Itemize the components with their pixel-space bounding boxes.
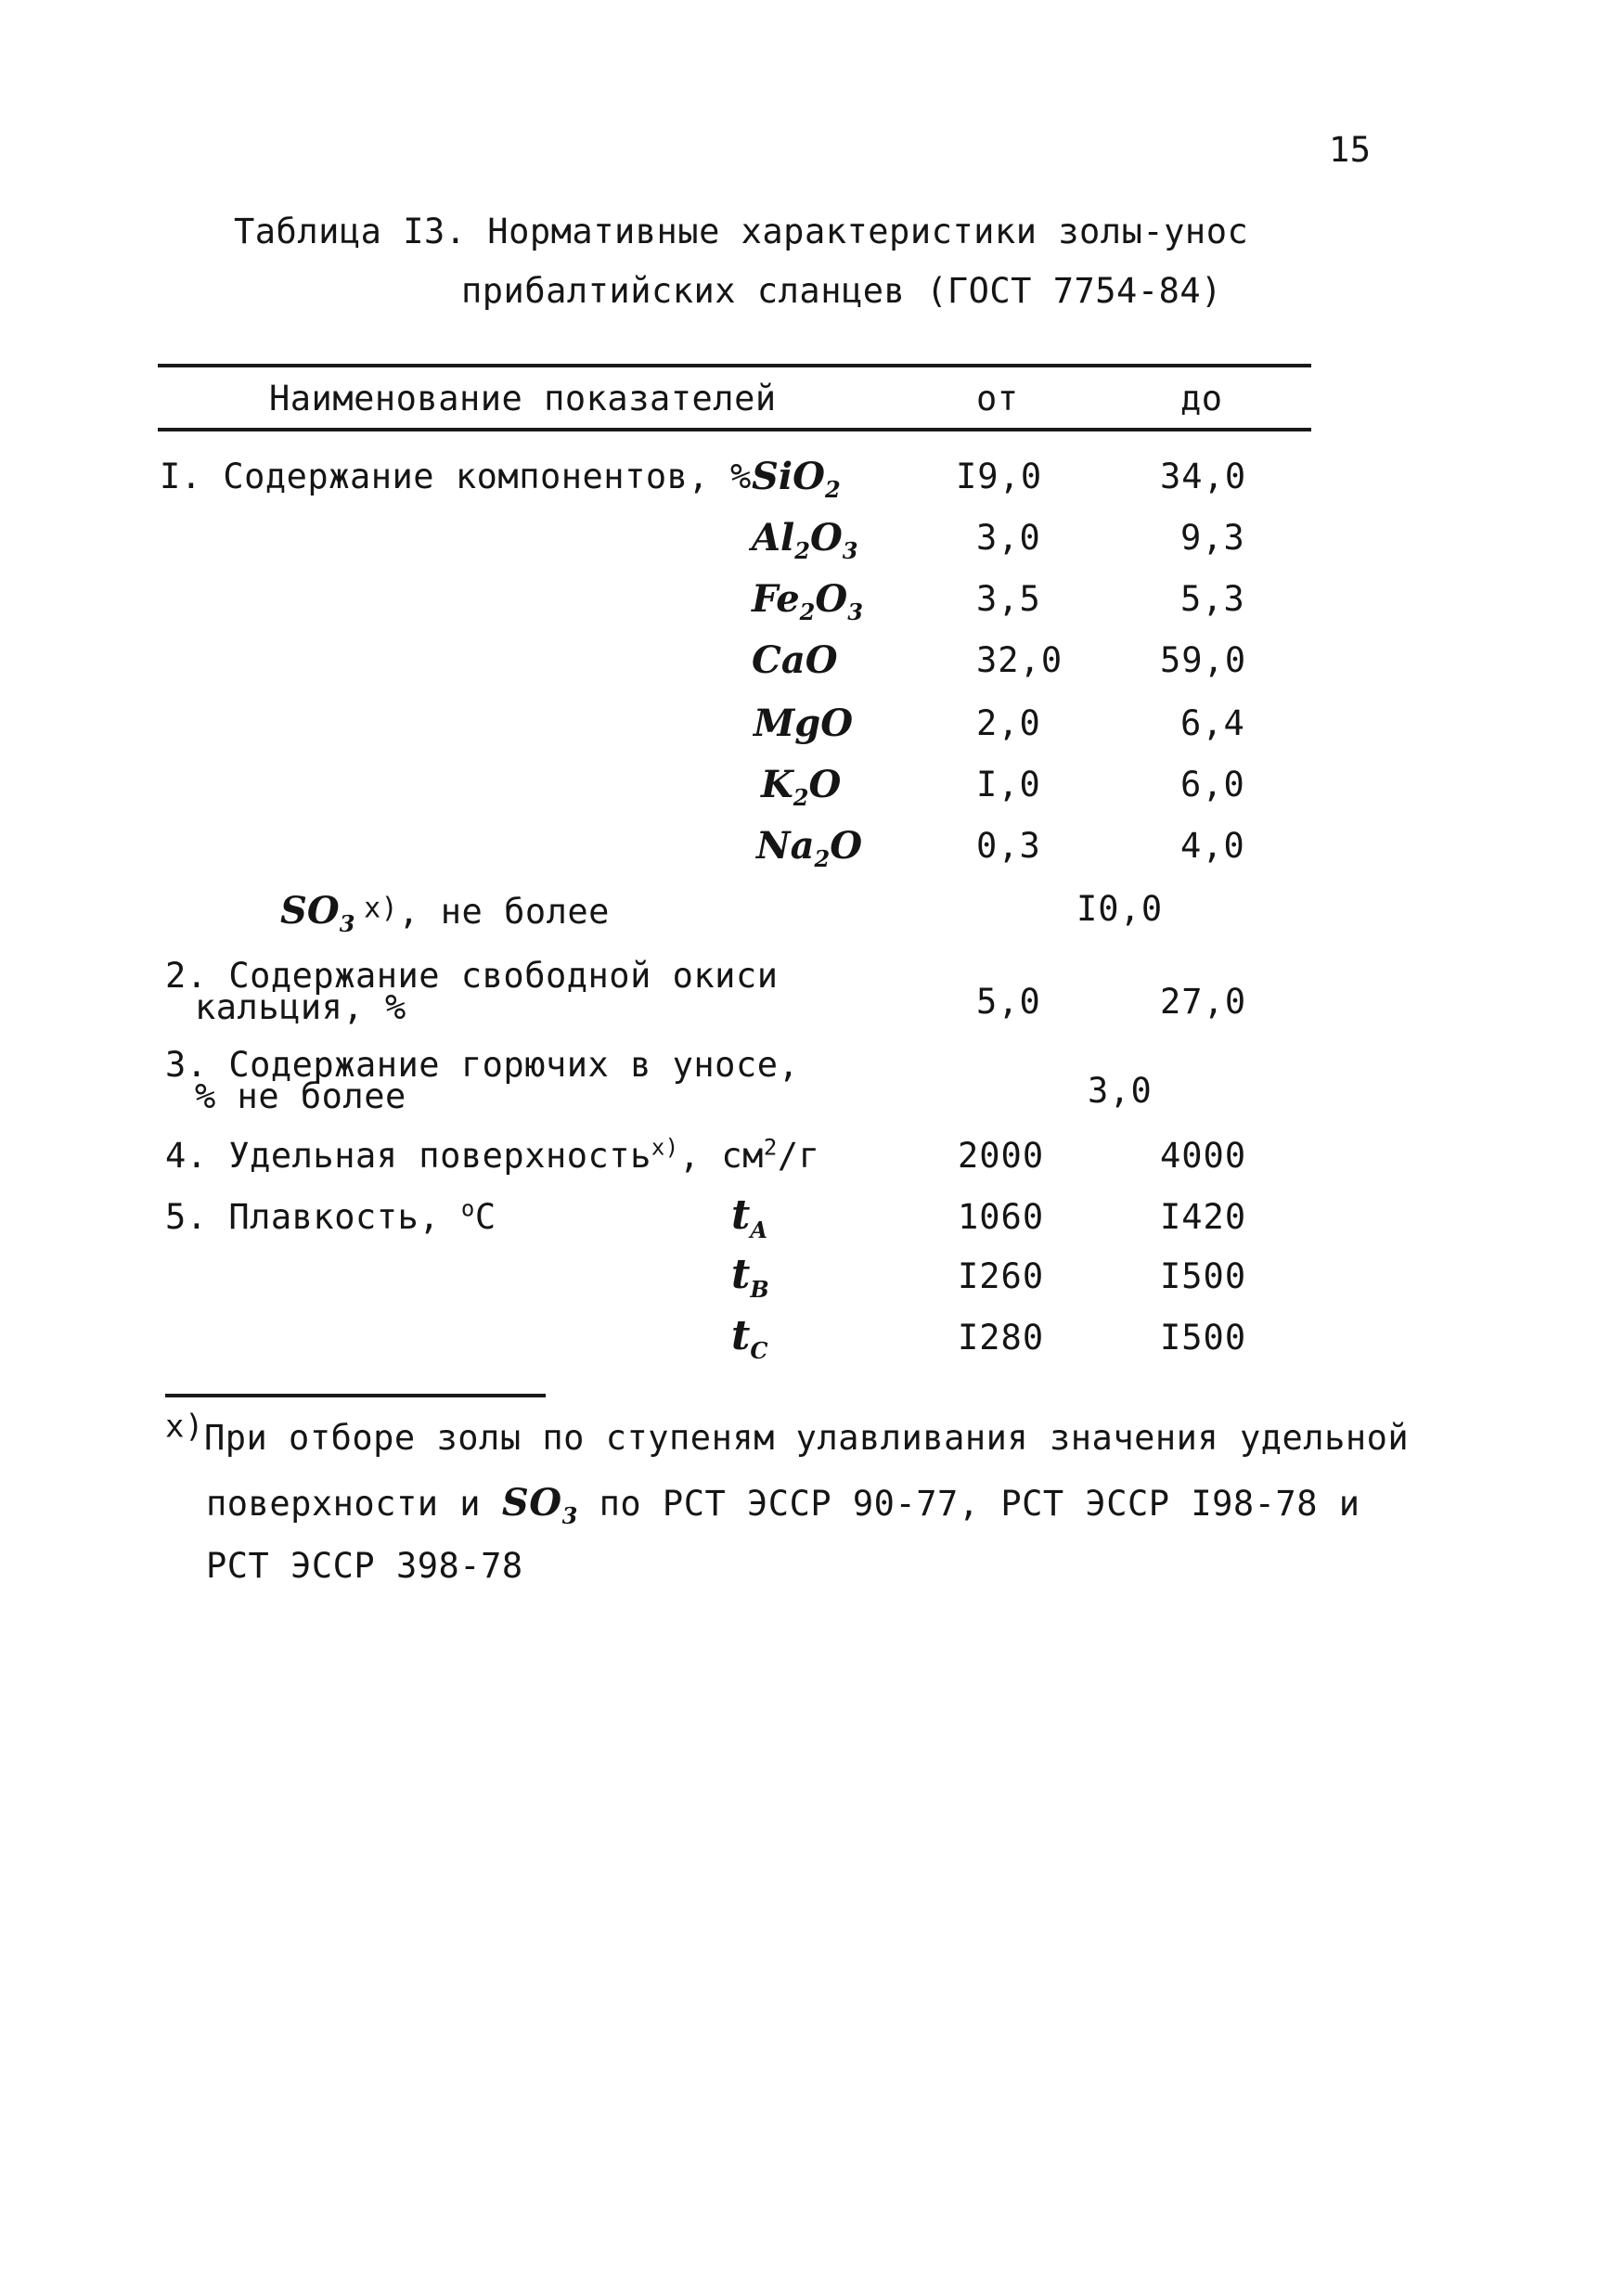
row1-label: I. Содержание компонентов, % (160, 457, 752, 496)
mgo-from: 2,0 (976, 703, 1041, 743)
temp-ta-from: 1060 (958, 1197, 1045, 1237)
na2o-to: 4,0 (1180, 826, 1245, 866)
so3-suffix: , не более (398, 892, 610, 932)
temp-tc-to: I500 (1160, 1318, 1247, 1358)
formula-cao: CaO (752, 638, 838, 682)
row3-value: 3,0 (1088, 1071, 1153, 1111)
formula-mgo: MgO (754, 701, 854, 745)
row2-label-line2: кальция, % (195, 987, 406, 1027)
formula-na2o: $Na_2O$ (756, 824, 863, 872)
header-from: от (976, 379, 1019, 418)
sio2-to: 34,0 (1160, 457, 1247, 496)
al2o3-from: 3,0 (976, 518, 1041, 558)
formula-so3: $SO_3$ (280, 889, 355, 937)
fe2o3-to: 5,3 (1180, 579, 1245, 619)
so3-value: I0,0 (1076, 889, 1164, 929)
temp-tb-to: I500 (1160, 1256, 1247, 1296)
so3-label (280, 889, 610, 937)
table-top-rule (158, 364, 1311, 367)
na2o-from: 0,3 (976, 826, 1041, 866)
temp-tb-from: I260 (958, 1256, 1045, 1296)
row2-to: 27,0 (1160, 982, 1247, 1022)
temp-tb-symbol: $t_B$ (731, 1251, 769, 1303)
formula-k2o: $K_2O$ (761, 763, 842, 811)
formula-al2o3: $Al_2O_3$ (752, 516, 858, 564)
footnote-line1: $^{x)}$При отборе золы по ступеням улавливания значения удельной (165, 1408, 1410, 1458)
footnote-line2: поверхности и $SO_3$ по РСТ ЭССР 90-77, РСТ ЭССР I98-78 и (206, 1481, 1360, 1529)
header-name: Наименование показателей (269, 379, 777, 418)
footnote-line3: РСТ ЭССР 398-78 (206, 1546, 523, 1586)
temp-tc-from: I280 (958, 1318, 1045, 1358)
row4-label: 4. Удельная поверхность$^{x)}$, $см^2/г$ (165, 1134, 820, 1176)
footnote-so3: $SO_3$ (501, 1481, 578, 1529)
so3-footnote-mark: x) (364, 892, 399, 925)
header-to: до (1180, 379, 1223, 418)
cao-to: 59,0 (1160, 640, 1247, 680)
footnote-mark: x) (165, 1408, 204, 1446)
row2-from: 5,0 (976, 982, 1041, 1022)
row4-from: 2000 (958, 1136, 1045, 1176)
temp-tc-symbol: $t_C$ (731, 1312, 768, 1364)
row4-to: 4000 (1160, 1136, 1247, 1176)
formula-fe2o3: $Fe_2O_3$ (752, 577, 863, 625)
formula-sio2: SiO$_2$ (752, 455, 841, 503)
row3-label-line1: 3. Содержание горючих в уносе, (165, 1045, 800, 1085)
cao-from: 32,0 (976, 640, 1063, 680)
row3-label-line2: % не более (195, 1076, 406, 1116)
k2o-from: I,0 (976, 765, 1041, 804)
temp-ta-to: I420 (1160, 1197, 1247, 1237)
temp-ta-symbol: $t_A$ (731, 1191, 767, 1243)
mgo-to: 6,4 (1180, 703, 1245, 743)
table-caption-line1: Таблица I3. Нормативные характеристики золы-унос (234, 212, 1249, 251)
row2-label-line1: 2. Содержание свободной окиси (165, 956, 779, 996)
k2o-to: 6,0 (1180, 765, 1245, 804)
al2o3-to: 9,3 (1180, 518, 1245, 558)
page-number: 15 (1329, 130, 1372, 170)
table-header-rule (158, 428, 1311, 431)
footnote-separator (165, 1394, 546, 1397)
sio2-from: I9,0 (956, 457, 1043, 496)
row5-label: 5. Плавкость, $^о$С (165, 1195, 496, 1237)
fe2o3-from: 3,5 (976, 579, 1041, 619)
table-caption-line2: прибалтийских сланцев (ГОСТ 7754-84) (461, 271, 1222, 311)
